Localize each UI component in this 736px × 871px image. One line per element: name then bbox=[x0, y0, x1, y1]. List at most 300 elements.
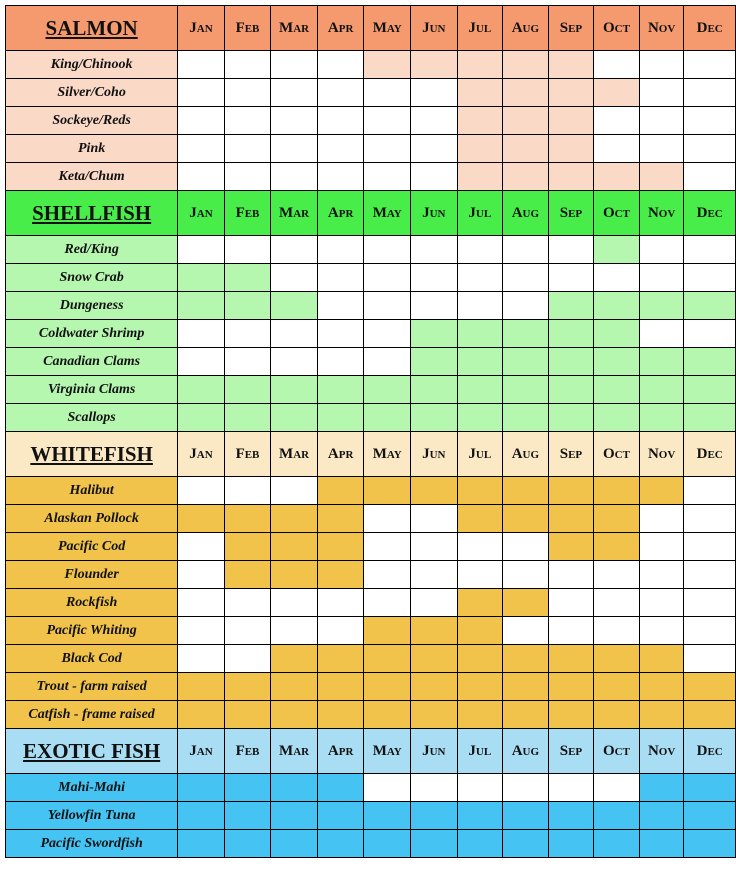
season-cell-sep bbox=[548, 376, 594, 404]
whitefish-section-title: WHITEFISH bbox=[6, 432, 178, 477]
month-label: Dec bbox=[696, 19, 723, 36]
species-name: Rockfish bbox=[6, 589, 178, 617]
season-cell-aug bbox=[503, 51, 549, 79]
season-cell-jan bbox=[178, 589, 225, 617]
season-cell-dec bbox=[684, 376, 736, 404]
whitefish-header-row bbox=[6, 432, 736, 477]
month-header-jan bbox=[178, 729, 225, 774]
table-row bbox=[6, 236, 736, 264]
month-label: Oct bbox=[603, 19, 630, 36]
season-cell-apr bbox=[317, 376, 364, 404]
season-cell-dec bbox=[684, 404, 736, 432]
season-cell-mar bbox=[271, 645, 318, 673]
season-cell-jul bbox=[457, 830, 503, 858]
season-cell-may bbox=[364, 505, 411, 533]
season-cell-nov bbox=[639, 79, 684, 107]
table-row bbox=[6, 673, 736, 701]
shellfish-section-title: SHELLFISH bbox=[6, 191, 178, 236]
season-cell-feb bbox=[224, 107, 271, 135]
month-header-jul bbox=[457, 432, 503, 477]
season-cell-jul bbox=[457, 404, 503, 432]
season-cell-jan bbox=[178, 79, 225, 107]
season-cell-feb bbox=[224, 135, 271, 163]
season-cell-jul bbox=[457, 79, 503, 107]
season-cell-oct bbox=[594, 505, 640, 533]
season-cell-aug bbox=[503, 404, 549, 432]
season-cell-nov bbox=[639, 802, 684, 830]
season-cell-dec bbox=[684, 348, 736, 376]
month-header-feb bbox=[224, 6, 271, 51]
season-cell-aug bbox=[503, 376, 549, 404]
season-cell-jan bbox=[178, 477, 225, 505]
season-cell-dec bbox=[684, 533, 736, 561]
season-cell-sep bbox=[548, 292, 594, 320]
season-cell-jul bbox=[457, 774, 503, 802]
table-row bbox=[6, 51, 736, 79]
season-cell-feb bbox=[224, 617, 271, 645]
species-name: Sockeye/Reds bbox=[6, 107, 178, 135]
season-cell-mar bbox=[271, 107, 318, 135]
month-label: Jun bbox=[422, 204, 446, 221]
month-label: Jul bbox=[468, 204, 492, 221]
table-row bbox=[6, 135, 736, 163]
season-cell-feb bbox=[224, 236, 271, 264]
table-row bbox=[6, 292, 736, 320]
season-cell-oct bbox=[594, 292, 640, 320]
season-cell-dec bbox=[684, 292, 736, 320]
month-header-nov bbox=[639, 6, 684, 51]
season-cell-may bbox=[364, 264, 411, 292]
season-cell-jun bbox=[411, 163, 458, 191]
species-name: Flounder bbox=[6, 561, 178, 589]
season-cell-oct bbox=[594, 830, 640, 858]
month-label: Dec bbox=[696, 445, 723, 462]
table-row bbox=[6, 505, 736, 533]
season-cell-may bbox=[364, 107, 411, 135]
season-cell-jan bbox=[178, 505, 225, 533]
season-cell-feb bbox=[224, 505, 271, 533]
season-cell-apr bbox=[317, 477, 364, 505]
month-label: Apr bbox=[327, 742, 354, 759]
season-cell-mar bbox=[271, 774, 318, 802]
season-cell-aug bbox=[503, 701, 549, 729]
season-cell-jul bbox=[457, 264, 503, 292]
season-cell-may bbox=[364, 673, 411, 701]
season-cell-sep bbox=[548, 236, 594, 264]
species-name: Snow Crab bbox=[6, 264, 178, 292]
season-cell-jan bbox=[178, 561, 225, 589]
season-cell-jan bbox=[178, 404, 225, 432]
season-cell-oct bbox=[594, 376, 640, 404]
table-row bbox=[6, 533, 736, 561]
species-name: Scallops bbox=[6, 404, 178, 432]
season-cell-mar bbox=[271, 505, 318, 533]
season-cell-may bbox=[364, 533, 411, 561]
season-cell-jun bbox=[411, 830, 458, 858]
month-label: May bbox=[372, 19, 402, 36]
season-cell-oct bbox=[594, 645, 640, 673]
season-cell-apr bbox=[317, 701, 364, 729]
species-name: Coldwater Shrimp bbox=[6, 320, 178, 348]
season-cell-may bbox=[364, 79, 411, 107]
season-cell-dec bbox=[684, 645, 736, 673]
season-cell-oct bbox=[594, 163, 640, 191]
season-cell-sep bbox=[548, 135, 594, 163]
month-label: Jun bbox=[422, 19, 446, 36]
season-cell-sep bbox=[548, 477, 594, 505]
month-label: Oct bbox=[603, 742, 630, 759]
season-cell-mar bbox=[271, 51, 318, 79]
season-cell-apr bbox=[317, 589, 364, 617]
species-name: Alaskan Pollock bbox=[6, 505, 178, 533]
month-label: Feb bbox=[235, 204, 260, 221]
season-cell-feb bbox=[224, 774, 271, 802]
month-header-may bbox=[364, 6, 411, 51]
season-cell-nov bbox=[639, 320, 684, 348]
season-cell-aug bbox=[503, 505, 549, 533]
season-cell-jul bbox=[457, 589, 503, 617]
table-row bbox=[6, 404, 736, 432]
month-header-apr bbox=[317, 729, 364, 774]
season-cell-jun bbox=[411, 645, 458, 673]
month-header-mar bbox=[271, 729, 318, 774]
season-cell-mar bbox=[271, 589, 318, 617]
season-cell-sep bbox=[548, 348, 594, 376]
season-cell-jul bbox=[457, 107, 503, 135]
species-name: Yellowfin Tuna bbox=[6, 802, 178, 830]
season-cell-jul bbox=[457, 561, 503, 589]
season-cell-aug bbox=[503, 673, 549, 701]
season-cell-apr bbox=[317, 107, 364, 135]
month-label: Feb bbox=[235, 742, 260, 759]
season-cell-dec bbox=[684, 135, 736, 163]
season-cell-sep bbox=[548, 163, 594, 191]
season-cell-feb bbox=[224, 264, 271, 292]
season-cell-may bbox=[364, 802, 411, 830]
season-cell-jul bbox=[457, 505, 503, 533]
month-header-nov bbox=[639, 191, 684, 236]
season-cell-feb bbox=[224, 589, 271, 617]
month-header-aug bbox=[503, 191, 549, 236]
month-header-jun bbox=[411, 729, 458, 774]
season-cell-nov bbox=[639, 51, 684, 79]
season-cell-nov bbox=[639, 830, 684, 858]
month-label: May bbox=[372, 445, 402, 462]
season-cell-jan bbox=[178, 348, 225, 376]
month-label: Aug bbox=[511, 445, 540, 462]
season-cell-feb bbox=[224, 673, 271, 701]
month-label: Nov bbox=[647, 742, 676, 759]
season-cell-jul bbox=[457, 376, 503, 404]
season-cell-jul bbox=[457, 673, 503, 701]
season-cell-aug bbox=[503, 589, 549, 617]
month-label: Jan bbox=[189, 742, 213, 759]
season-cell-aug bbox=[503, 348, 549, 376]
month-label: Nov bbox=[647, 19, 676, 36]
season-cell-oct bbox=[594, 617, 640, 645]
season-cell-oct bbox=[594, 477, 640, 505]
season-cell-apr bbox=[317, 135, 364, 163]
season-cell-feb bbox=[224, 802, 271, 830]
season-cell-jun bbox=[411, 617, 458, 645]
season-cell-jun bbox=[411, 376, 458, 404]
season-cell-sep bbox=[548, 505, 594, 533]
month-label: Mar bbox=[279, 19, 310, 36]
season-cell-sep bbox=[548, 264, 594, 292]
table-row bbox=[6, 320, 736, 348]
month-label: Dec bbox=[696, 742, 723, 759]
season-cell-dec bbox=[684, 264, 736, 292]
species-name: Halibut bbox=[6, 477, 178, 505]
table-row bbox=[6, 774, 736, 802]
month-header-aug bbox=[503, 6, 549, 51]
season-cell-sep bbox=[548, 533, 594, 561]
month-label: Feb bbox=[235, 445, 260, 462]
season-cell-feb bbox=[224, 79, 271, 107]
season-cell-aug bbox=[503, 802, 549, 830]
season-cell-feb bbox=[224, 561, 271, 589]
season-cell-may bbox=[364, 404, 411, 432]
month-header-jul bbox=[457, 6, 503, 51]
month-label: Aug bbox=[511, 204, 540, 221]
month-header-jan bbox=[178, 191, 225, 236]
season-cell-jun bbox=[411, 774, 458, 802]
season-cell-nov bbox=[639, 701, 684, 729]
season-cell-jul bbox=[457, 135, 503, 163]
season-cell-jun bbox=[411, 348, 458, 376]
table-row bbox=[6, 79, 736, 107]
month-header-sep bbox=[548, 6, 594, 51]
season-cell-jun bbox=[411, 673, 458, 701]
month-header-mar bbox=[271, 432, 318, 477]
season-cell-mar bbox=[271, 617, 318, 645]
season-cell-jun bbox=[411, 477, 458, 505]
season-cell-jan bbox=[178, 673, 225, 701]
season-cell-dec bbox=[684, 830, 736, 858]
season-cell-sep bbox=[548, 617, 594, 645]
season-cell-jul bbox=[457, 320, 503, 348]
exotic-section-title: EXOTIC FISH bbox=[6, 729, 178, 774]
month-label: Sep bbox=[559, 204, 583, 221]
season-cell-apr bbox=[317, 292, 364, 320]
season-cell-jan bbox=[178, 802, 225, 830]
season-cell-nov bbox=[639, 533, 684, 561]
season-cell-aug bbox=[503, 163, 549, 191]
season-cell-nov bbox=[639, 477, 684, 505]
month-label: Apr bbox=[327, 19, 354, 36]
table-row bbox=[6, 477, 736, 505]
season-cell-jun bbox=[411, 264, 458, 292]
season-cell-nov bbox=[639, 673, 684, 701]
season-cell-feb bbox=[224, 533, 271, 561]
season-cell-mar bbox=[271, 477, 318, 505]
month-header-apr bbox=[317, 6, 364, 51]
month-label: Jun bbox=[422, 742, 446, 759]
season-cell-dec bbox=[684, 505, 736, 533]
month-header-jun bbox=[411, 432, 458, 477]
season-cell-jun bbox=[411, 505, 458, 533]
season-cell-apr bbox=[317, 561, 364, 589]
season-cell-mar bbox=[271, 802, 318, 830]
season-cell-jun bbox=[411, 701, 458, 729]
season-cell-mar bbox=[271, 830, 318, 858]
species-name: King/Chinook bbox=[6, 51, 178, 79]
season-cell-jan bbox=[178, 376, 225, 404]
season-cell-jan bbox=[178, 163, 225, 191]
season-cell-apr bbox=[317, 264, 364, 292]
month-header-sep bbox=[548, 729, 594, 774]
month-label: Jul bbox=[468, 445, 492, 462]
season-cell-nov bbox=[639, 348, 684, 376]
season-cell-may bbox=[364, 645, 411, 673]
month-label: Oct bbox=[603, 204, 630, 221]
season-cell-jul bbox=[457, 292, 503, 320]
season-cell-dec bbox=[684, 561, 736, 589]
season-cell-jun bbox=[411, 561, 458, 589]
season-cell-nov bbox=[639, 617, 684, 645]
month-label: Mar bbox=[279, 445, 310, 462]
season-cell-jul bbox=[457, 617, 503, 645]
season-cell-jun bbox=[411, 236, 458, 264]
season-cell-sep bbox=[548, 404, 594, 432]
season-cell-mar bbox=[271, 135, 318, 163]
species-name: Pink bbox=[6, 135, 178, 163]
season-cell-may bbox=[364, 477, 411, 505]
season-cell-jan bbox=[178, 617, 225, 645]
season-cell-mar bbox=[271, 236, 318, 264]
season-cell-apr bbox=[317, 79, 364, 107]
season-cell-apr bbox=[317, 348, 364, 376]
table-row bbox=[6, 589, 736, 617]
season-cell-aug bbox=[503, 617, 549, 645]
season-cell-mar bbox=[271, 533, 318, 561]
season-cell-dec bbox=[684, 774, 736, 802]
season-cell-dec bbox=[684, 477, 736, 505]
season-cell-nov bbox=[639, 376, 684, 404]
season-cell-jan bbox=[178, 320, 225, 348]
season-cell-jan bbox=[178, 830, 225, 858]
season-cell-jan bbox=[178, 774, 225, 802]
season-cell-apr bbox=[317, 404, 364, 432]
season-cell-sep bbox=[548, 320, 594, 348]
season-cell-may bbox=[364, 348, 411, 376]
season-cell-aug bbox=[503, 645, 549, 673]
season-cell-dec bbox=[684, 51, 736, 79]
season-cell-mar bbox=[271, 376, 318, 404]
month-label: Sep bbox=[559, 742, 583, 759]
table-row bbox=[6, 561, 736, 589]
month-header-oct bbox=[594, 191, 640, 236]
season-cell-feb bbox=[224, 163, 271, 191]
table-row bbox=[6, 376, 736, 404]
table-row bbox=[6, 830, 736, 858]
season-cell-feb bbox=[224, 320, 271, 348]
season-cell-mar bbox=[271, 404, 318, 432]
species-name: Black Cod bbox=[6, 645, 178, 673]
species-name: Red/King bbox=[6, 236, 178, 264]
season-cell-apr bbox=[317, 505, 364, 533]
month-header-mar bbox=[271, 191, 318, 236]
season-cell-jan bbox=[178, 645, 225, 673]
season-cell-jan bbox=[178, 107, 225, 135]
month-label: May bbox=[372, 204, 402, 221]
shellfish-header-row bbox=[6, 191, 736, 236]
season-cell-oct bbox=[594, 79, 640, 107]
season-cell-mar bbox=[271, 79, 318, 107]
month-header-nov bbox=[639, 729, 684, 774]
season-cell-aug bbox=[503, 533, 549, 561]
season-cell-feb bbox=[224, 51, 271, 79]
season-cell-may bbox=[364, 774, 411, 802]
season-cell-jul bbox=[457, 533, 503, 561]
season-cell-oct bbox=[594, 51, 640, 79]
season-cell-oct bbox=[594, 673, 640, 701]
season-cell-jun bbox=[411, 135, 458, 163]
table-row bbox=[6, 802, 736, 830]
salmon-section-title: SALMON bbox=[6, 6, 178, 51]
season-cell-jul bbox=[457, 802, 503, 830]
season-cell-jul bbox=[457, 701, 503, 729]
season-cell-sep bbox=[548, 51, 594, 79]
season-cell-jun bbox=[411, 51, 458, 79]
month-header-jun bbox=[411, 191, 458, 236]
season-cell-feb bbox=[224, 701, 271, 729]
season-cell-nov bbox=[639, 264, 684, 292]
season-cell-aug bbox=[503, 292, 549, 320]
month-label: Nov bbox=[647, 204, 676, 221]
season-cell-oct bbox=[594, 802, 640, 830]
species-name: Canadian Clams bbox=[6, 348, 178, 376]
season-cell-sep bbox=[548, 802, 594, 830]
month-header-jan bbox=[178, 432, 225, 477]
table-row bbox=[6, 107, 736, 135]
month-label: Nov bbox=[647, 445, 676, 462]
season-cell-nov bbox=[639, 107, 684, 135]
season-cell-nov bbox=[639, 589, 684, 617]
season-cell-oct bbox=[594, 589, 640, 617]
season-cell-oct bbox=[594, 236, 640, 264]
season-cell-feb bbox=[224, 376, 271, 404]
table-row bbox=[6, 617, 736, 645]
month-label: Jun bbox=[422, 445, 446, 462]
table-row bbox=[6, 163, 736, 191]
season-cell-sep bbox=[548, 561, 594, 589]
season-cell-jul bbox=[457, 645, 503, 673]
season-cell-feb bbox=[224, 830, 271, 858]
season-cell-mar bbox=[271, 701, 318, 729]
species-name: Keta/Chum bbox=[6, 163, 178, 191]
month-label: Jan bbox=[189, 19, 213, 36]
month-header-feb bbox=[224, 432, 271, 477]
season-cell-apr bbox=[317, 51, 364, 79]
season-cell-jun bbox=[411, 107, 458, 135]
season-cell-apr bbox=[317, 533, 364, 561]
season-cell-jan bbox=[178, 236, 225, 264]
species-name: Mahi-Mahi bbox=[6, 774, 178, 802]
season-cell-may bbox=[364, 51, 411, 79]
season-cell-oct bbox=[594, 561, 640, 589]
season-cell-may bbox=[364, 589, 411, 617]
month-header-aug bbox=[503, 729, 549, 774]
season-cell-mar bbox=[271, 292, 318, 320]
month-header-mar bbox=[271, 6, 318, 51]
season-cell-dec bbox=[684, 589, 736, 617]
month-header-dec bbox=[684, 191, 736, 236]
season-cell-dec bbox=[684, 236, 736, 264]
season-cell-jun bbox=[411, 404, 458, 432]
month-header-apr bbox=[317, 191, 364, 236]
season-cell-jun bbox=[411, 802, 458, 830]
